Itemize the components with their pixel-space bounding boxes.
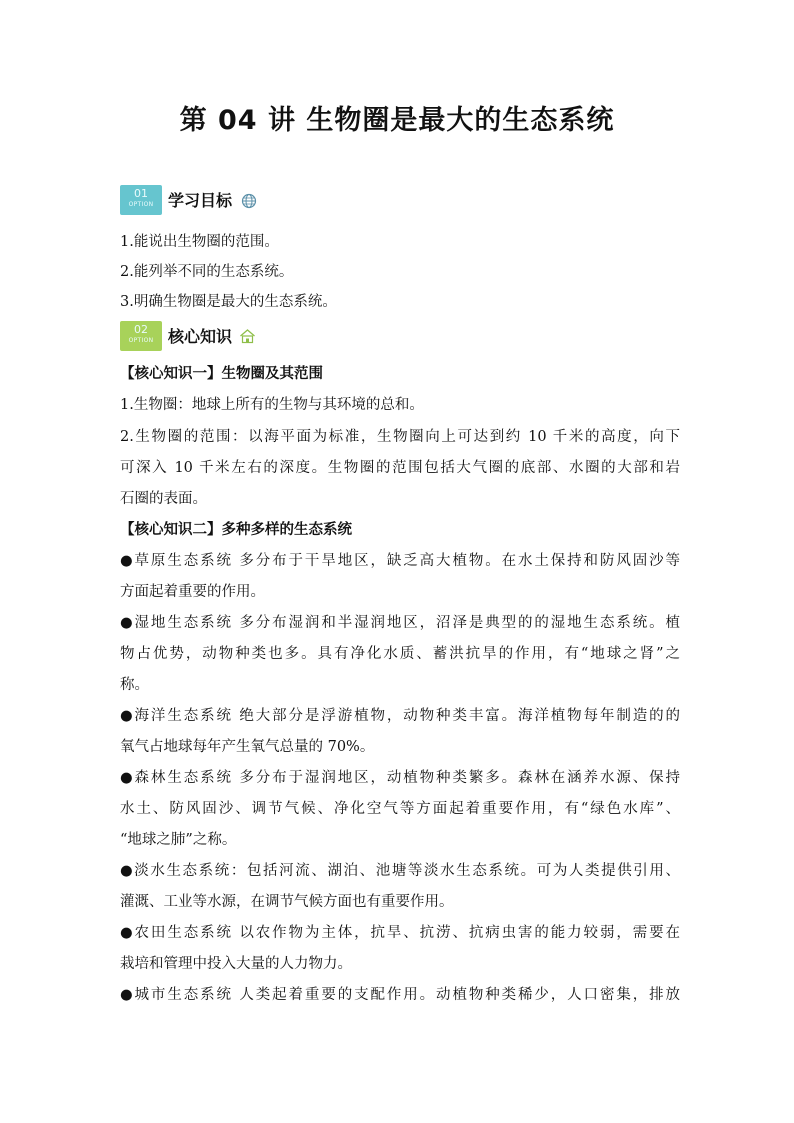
bullet-icon: ●	[120, 925, 135, 941]
paragraph-line: 栽培和管理中投入大量的人力物力。	[120, 956, 352, 972]
section-number-chip: 01 OPTION	[120, 185, 162, 215]
objective-item: 2.能列举不同的生态系统。	[120, 264, 294, 280]
ecosystem-item-farmland: ●农田生态系统 以农作物为主体，抗旱、抗涝、抗病虫害的能力较弱，需要在	[120, 925, 680, 941]
bullet-icon: ●	[120, 770, 135, 786]
objective-item: 1.能说出生物圈的范围。	[120, 234, 279, 250]
paragraph-line: “地球之肺”之称。	[120, 832, 237, 848]
paragraph-line: 氧气占地球每年产生氧气总量的 70%。	[120, 739, 375, 755]
section-label: 核心知识	[168, 327, 233, 346]
bullet-icon: ●	[120, 553, 135, 569]
paragraph-line: 2.生物圈的范围：以海平面为标准，生物圈向上可达到约 10 千米的高度，向下	[120, 429, 680, 445]
bullet-icon: ●	[120, 863, 135, 879]
ecosystem-item-forest: ●森林生态系统 多分布于湿润地区，动植物种类繁多。森林在涵养水源、保持	[120, 770, 680, 786]
ecosystem-item-urban: ●城市生态系统 人类起着重要的支配作用。动植物种类稀少，人口密集，排放	[120, 987, 680, 1003]
paragraph-line: 方面起着重要的作用。	[120, 584, 265, 600]
paragraph-line: 石圈的表面。	[120, 491, 207, 507]
bullet-icon: ●	[120, 987, 135, 1003]
paragraph-line: 1.生物圈：地球上所有的生物与其环境的总和。	[120, 397, 424, 413]
paragraph-line: 称。	[120, 677, 149, 693]
ecosystem-item-wetland: ●湿地生态系统 多分布湿润和半湿润地区，沼泽是典型的的湿地生态系统。植	[120, 615, 680, 631]
knowledge-heading: 【核心知识二】多种多样的生态系统	[120, 522, 352, 538]
objective-item: 3.明确生物圈是最大的生态系统。	[120, 294, 337, 310]
paragraph-line: 可深入 10 千米左右的深度。生物圈的范围包括大气圈的底部、水圈的大部和岩	[120, 460, 680, 476]
house-icon	[239, 328, 256, 344]
ecosystem-item-grassland: ●草原生态系统 多分布于干旱地区，缺乏高大植物。在水土保持和防风固沙等	[120, 553, 680, 569]
bullet-icon: ●	[120, 708, 135, 724]
section-number-chip: 02 OPTION	[120, 321, 162, 351]
ecosystem-item-freshwater: ●淡水生态系统：包括河流、湖泊、池塘等淡水生态系统。可为人类提供引用、	[120, 863, 681, 879]
paragraph-line: 物占优势，动物种类也多。具有净化水质、蓄洪抗旱的作用，有“地球之肾”之	[120, 646, 680, 662]
section-label: 学习目标	[168, 191, 233, 210]
bullet-icon: ●	[120, 615, 135, 631]
paragraph-line: 灌溉、工业等水源，在调节气候方面也有重要作用。	[120, 894, 454, 910]
globe-icon	[241, 193, 257, 209]
knowledge-heading: 【核心知识一】生物圈及其范围	[120, 366, 323, 382]
ecosystem-item-ocean: ●海洋生态系统 绝大部分是浮游植物，动物种类丰富。海洋植物每年制造的的	[120, 708, 680, 724]
paragraph-line: 水土、防风固沙、调节气候、净化空气等方面起着重要作用，有“绿色水库”、	[120, 801, 680, 817]
page-title: 第 04 讲 生物圈是最大的生态系统	[179, 105, 615, 136]
